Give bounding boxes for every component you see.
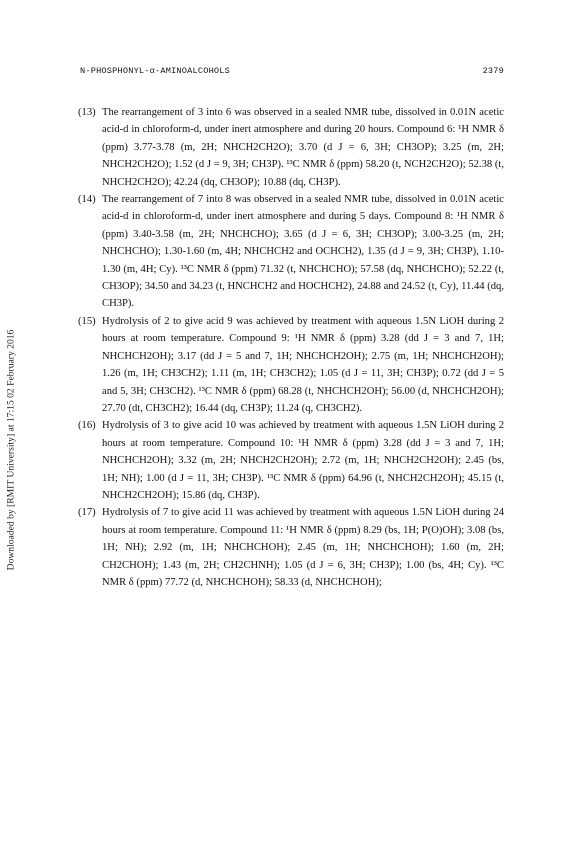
download-watermark [4, 240, 18, 660]
footnote [78, 191, 504, 313]
footnote-text: Hydrolysis of 3 to give acid 10 was achieved by treatment with aqueous 1.5N LiOH during 2 hours at room temperature. Compound 10: ¹H NMR δ (ppm) 3.28 (dd J = 3 and 7, 1H; NHCHCH2OH); 3.32 (m, 2H; NHCH2CH2OH); 2.72 (m, 1H; NHCH2CH2OH); 2.45 (bs, 1H; NH); 1.00 (d J = 11, 3H; CH3P). ¹³C NMR δ (ppm) 64.96 (t, NHCH2CH2OH); 45.15 (t, NHCH2CH2OH); 15.86 (dq, CH3P). [102, 420, 504, 501]
footnote [78, 104, 504, 191]
footnote-text: Hydrolysis of 2 to give acid 9 was achieved by treatment with aqueous 1.5N LiOH during 2 hours at room temperature. Compound 9: ¹H NMR δ (ppm) 3.28 (dd J = 3 and 7, 1H; NHCHCH2OH); 3.17 (dd J = 5 and 7, 1H; NHCHCH2OH); 2.75 (m, 1H; NHCHCH2OH); 1.26 (m, 1H; CH3CH2); 1.11 (m, 1H; CH3CH2); 1.05 (d J = 11, 3H; CH3P); 0.72 (dd J = 5 and 5, 3H; CH3CH2). ¹³C NMR δ (ppm) 68.28 (t, NHCHCH2OH); 56.00 (d, NHCHCH2OH); 27.70 (dt, CH3CH2); 16.44 (dq, CH3P); 11.24 (q, CH3CH2). [102, 315, 504, 414]
footnote-text: Hydrolysis of 7 to give acid 11 was achieved by treatment with aqueous 1.5N LiOH during 24 hours at room temperature. Compound 11: ¹H NMR δ (ppm) 8.29 (bs, 1H; P(O)OH); 3.08 (bs, 1H; NH); 2.92 (m, 1H; NHCHCHOH); 2.45 (m, 1H; NHCHCHOH); 1.60 (m, 2H; CH2CHOH); 1.43 (m, 2H; CH2CHNH); 1.05 (d J = 6, 3H; CH3P); 1.00 (bs, 4H; Cy). ¹³C NMR δ (ppm) 77.72 (d, NHCHCHOH); 58.33 (d, NHCHCHOH); [102, 507, 504, 588]
footnote-number: (14) [78, 194, 96, 206]
footnote-number: (15) [78, 315, 96, 327]
footnote [78, 504, 504, 591]
footnote-number: (16) [78, 420, 96, 432]
footnote [78, 313, 504, 417]
footnote-text: The rearrangement of 7 into 8 was observed in a sealed NMR tube, dissolved in 0.01N acetic acid-d in chloroform-d, under inert atmosphere and during 5 days. Compound 8: ¹H NMR δ (ppm) 3.40-3.58 (m, 2H; NHCHCHO); 3.65 (d J = 6, 3H; CH3OP); 3.00-3.25 (m, 2H; NHCHCHO); 1.30-1.60 (m, 4H; NHCHCH2 and OCHCH2), 1.35 (d J = 9, 3H; CH3P), 1.10-1.30 (m, 4H; Cy). ¹³C NMR δ (ppm) 71.32 (t, NHCHCHO); 57.58 (dq, NHCHCHO); 52.22 (t, CH3OP); 34.50 and 34.23 (t, HNCHCH2 and HOCHCH2), 24.88 and 24.52 (t, Cy), 11.44 (dq, CH3P). [102, 194, 504, 310]
running-head [80, 66, 504, 76]
running-title: N-PHOSPHONYL-α-AMINOALCOHOLS [80, 66, 230, 76]
download-watermark-text: Downloaded by [RMIT University] at 17:15 02 February 2016 [5, 329, 17, 571]
footnote-text: The rearrangement of 3 into 6 was observed in a sealed NMR tube, dissolved in 0.01N acetic acid-d in chloroform-d, under inert atmosphere and during 20 hours. Compound 6: ¹H NMR δ (ppm) 3.77-3.78 (m, 2H; NHCH2CH2O); 3.70 (d J = 6, 3H; CH3OP); 3.25 (m, 2H; NHCH2CH2O); 1.52 (d J = 9, 3H; CH3P). ¹³C NMR δ (ppm) 58.20 (t, NCH2CH2O); 52.38 (t, NHCH2CH2O); 42.24 (dq, CH3OP); 10.88 (dq, CH3P). [102, 107, 504, 188]
footnote-number: (17) [78, 507, 96, 519]
page-number: 2379 [482, 66, 504, 76]
footnotes-list [78, 104, 504, 591]
footnote [78, 417, 504, 504]
footnote-number: (13) [78, 107, 96, 118]
